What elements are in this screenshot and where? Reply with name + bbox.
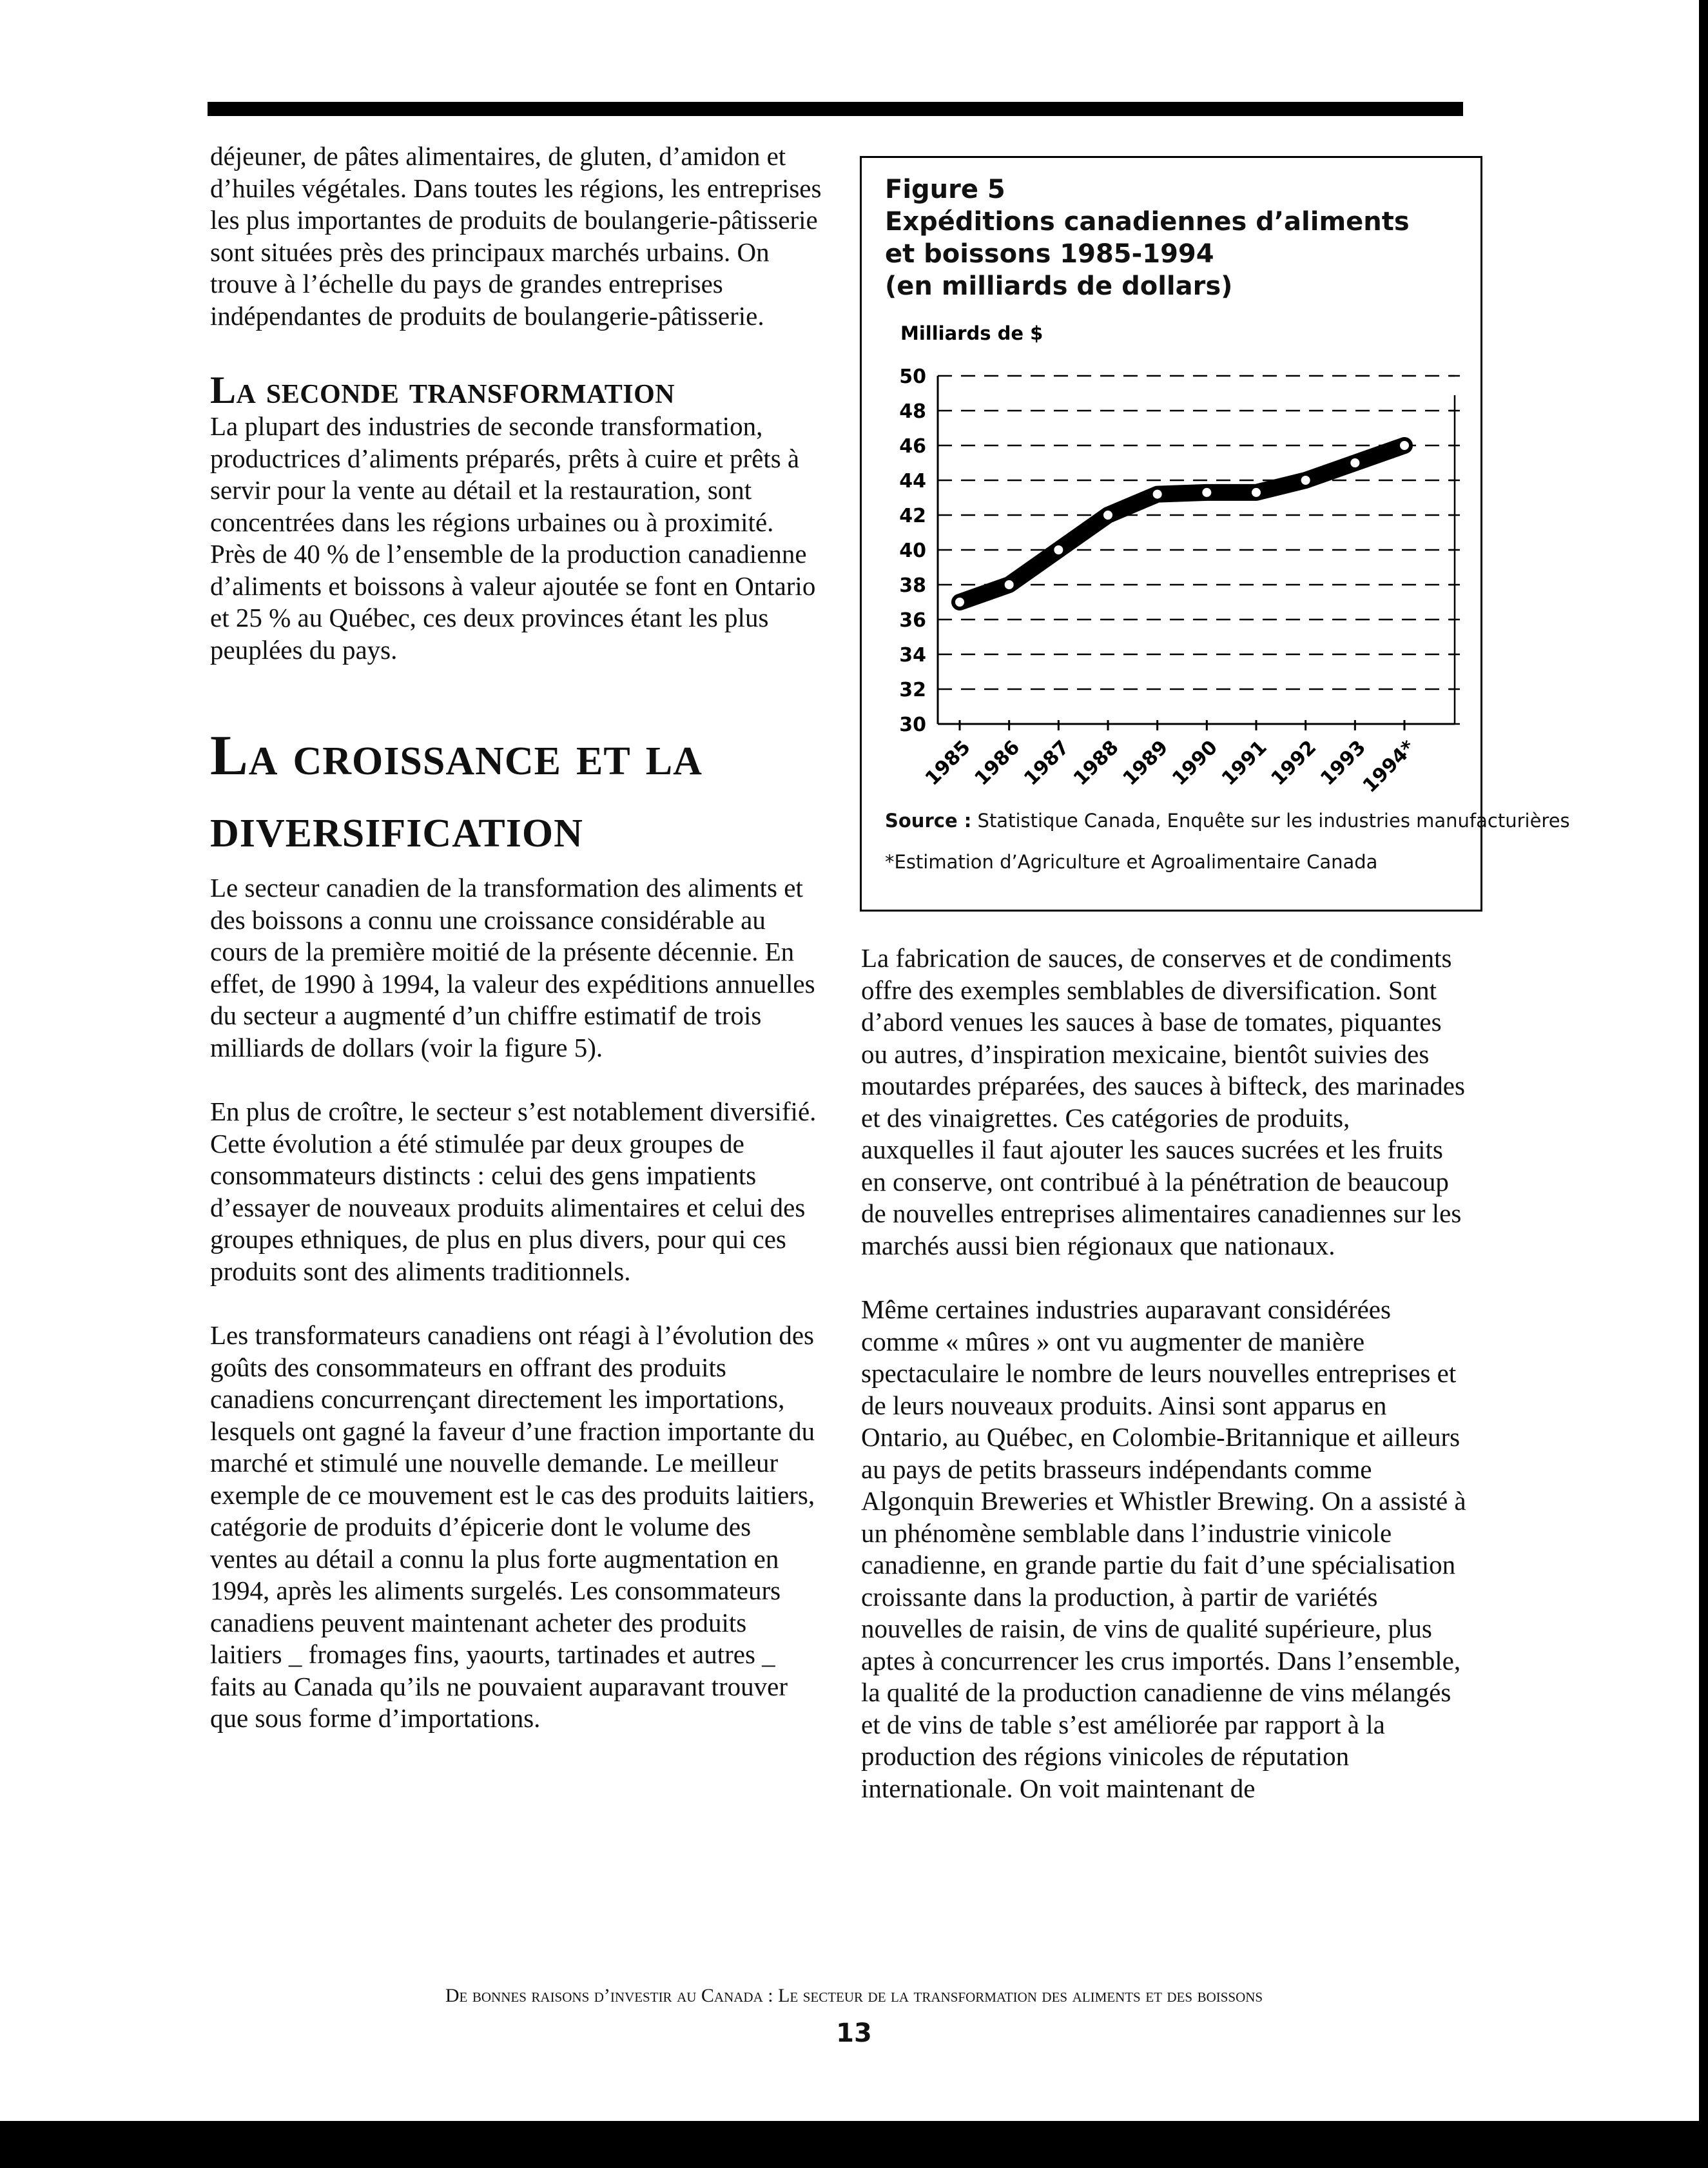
data-point bbox=[1301, 475, 1311, 485]
data-point bbox=[1152, 489, 1163, 500]
y-tick-label: 32 bbox=[899, 679, 926, 701]
page-border-bottom bbox=[0, 2121, 1708, 2168]
data-point bbox=[1201, 487, 1212, 498]
x-tick-label: 1985 bbox=[920, 736, 975, 790]
figure-label: Figure 5 bbox=[885, 175, 1005, 204]
subheading-seconde-transformation: La seconde transformation bbox=[210, 369, 675, 411]
y-tick-label: 30 bbox=[899, 714, 926, 736]
y-tick-label: 44 bbox=[899, 470, 926, 493]
data-point bbox=[1053, 545, 1063, 555]
source-text: Statistique Canada, Enquête sur les industries manufacturières bbox=[977, 810, 1570, 832]
y-tick-label: 38 bbox=[899, 574, 926, 597]
x-tick-label: 1991 bbox=[1217, 736, 1272, 790]
y-tick-label: 42 bbox=[899, 505, 926, 527]
figure-title bbox=[885, 173, 1465, 302]
y-tick-label: 40 bbox=[899, 540, 926, 562]
source-label: Source : bbox=[885, 810, 972, 832]
data-point bbox=[1350, 458, 1360, 468]
paragraph-growth-1: Le secteur canadien de la transformation des aliments et des boissons a connu une croissance considérable au cours de la première moitié de la présente décennie. En effet, de 1990 à 1994, la valeur des expéditions annuelles du secteur a augmenté d’un chiffre estimatif de trois milliards de dollars (voir la figure 5). bbox=[210, 873, 815, 1062]
data-point bbox=[1251, 487, 1261, 498]
data-point bbox=[955, 597, 965, 607]
data-point bbox=[1103, 510, 1113, 520]
right-column bbox=[861, 942, 1467, 1804]
x-tick-label: 1987 bbox=[1020, 736, 1074, 790]
paragraph-sauces: La fabrication de sauces, de conserves et de condiments offre des exemples semblables de diversification. Sont d’abord venues les sauces à base de tomates, piquantes ou autres, d’inspiration mexicaine, bientôt suivies des moutardes préparées, des sauces à bifteck, des marinades et des vinaigrettes. Ces catégories de produits, auxquelles il faut ajouter les sauces sucrées et les fruits en conserve, ont contribué à la pénétration de beaucoup de nouvelles entreprises alimentaires canadiennes sur les marchés aussi bien régionaux que nationaux. bbox=[861, 943, 1465, 1260]
running-footer-title: De bonnes raisons d’investir au Canada : Le secteur de la transformation des aliments et des boissons bbox=[445, 1985, 1263, 2006]
page-border-right bbox=[1699, 0, 1708, 2168]
line-chart bbox=[862, 313, 1480, 803]
data-point bbox=[1004, 580, 1014, 590]
figure-title-line-3: (en milliards de dollars) bbox=[885, 271, 1233, 301]
x-tick-label: 1993 bbox=[1316, 736, 1370, 790]
paragraph-growth-2: En plus de croître, le secteur s’est notablement diversifié. Cette évolution a été stimulée par deux groupes de consommateurs distincts : celui des gens impatients d’essayer de nouveaux produits alimentaires et celui des groupes ethniques, de plus en plus divers, pour qui ces produits sont des aliments traditionnels. bbox=[210, 1097, 817, 1286]
y-tick-label: 36 bbox=[899, 609, 926, 632]
left-column bbox=[210, 141, 822, 1735]
page-number: 13 bbox=[836, 2018, 872, 2048]
figure-note: *Estimation d’Agriculture et Agroalimentaire Canada bbox=[885, 851, 1378, 873]
series-line bbox=[960, 445, 1404, 602]
x-tick-label: 1986 bbox=[970, 736, 1025, 790]
header-rule bbox=[208, 102, 1463, 116]
paragraph-intro: déjeuner, de pâtes alimentaires, de gluten, d’amidon et d’huiles végétales. Dans toutes les régions, les entreprises les plus importantes de produits de boulangerie-pâtisserie sont situées près des principaux marchés urbains. On trouve à l’échelle du pays de grandes entreprises indépendantes de produits de boulangerie-pâtisserie. bbox=[210, 141, 822, 331]
data-point bbox=[1399, 440, 1410, 451]
y-axis-label: Milliards de $ bbox=[900, 322, 1043, 344]
figure-title-line-2: et boissons 1985-1994 bbox=[885, 239, 1214, 269]
x-tick-label: 1988 bbox=[1069, 736, 1123, 790]
y-tick-label: 34 bbox=[899, 644, 926, 667]
paragraph-second-transformation: La plupart des industries de seconde transformation, productrices d’aliments préparés, prêts à cuire et prêts à servir pour la vente au détail et la restauration, sont concentrées dans les régions urbaines ou à proximité. Près de 40 % de l’ensemble de la production canadienne d’aliments et boissons à valeur ajoutée se font en Ontario et 25 % au Québec, ces deux provinces étant les plus peuplées du pays. bbox=[210, 411, 816, 665]
x-tick-label: 1989 bbox=[1118, 736, 1173, 790]
y-tick-label: 46 bbox=[899, 435, 926, 458]
x-tick-label: 1992 bbox=[1266, 736, 1321, 790]
figure-box bbox=[860, 156, 1570, 912]
figure-title-line-1: Expéditions canadiennes d’aliments bbox=[885, 207, 1410, 237]
section-title: La croissance et la diversification bbox=[210, 725, 703, 859]
y-tick-label: 48 bbox=[899, 400, 926, 423]
x-tick-label: 1990 bbox=[1168, 736, 1222, 790]
figure-source bbox=[885, 808, 1570, 834]
x-tick-label: 1994* bbox=[1358, 736, 1420, 797]
paragraph-mature-industries: Même certaines industries auparavant considérées comme « mûres » ont vu augmenter de manière spectaculaire le nombre de leurs nouvelles entreprises et de leurs nouveaux produits. Ainsi sont apparus en Ontario, au Québec, en Colombie-Britannique et ailleurs au pays de petits brasseurs indépendants comme Algonquin Breweries et Whistler Brewing. On a assisté à un phénomène semblable dans l’industrie vinicole canadienne, en grande partie du fait d’une spécialisation croissante dans la production, à partir de variétés nouvelles de raisin, de vins de qualité supérieure, plus aptes à concurrencer les crus importés. Dans l’ensemble, la qualité de la production canadienne de vins mélangés et de vins de table s’est améliorée par rapport à la production des régions vinicoles de réputation internationale. On voit maintenant de bbox=[861, 1294, 1466, 1803]
paragraph-growth-3: Les transformateurs canadiens ont réagi à l’évolution des goûts des consommateurs en offrant des produits canadiens concurrençant directement les importations, lesquels ont gagné la faveur d’une fraction importante du marché et stimulé une nouvelle demande. Le meilleur exemple de ce mouvement est le cas des produits laitiers, catégorie de produits d’épicerie dont le volume des ventes au détail a connu la plus forte augmentation en 1994, après les aliments surgelés. Les consommateurs canadiens peuvent maintenant acheter des produits laitiers _ fromages fins, yaourts, tartinades et autres _ faits au Canada qu’ils ne pouvaient auparavant trouver que sous forme d’importations. bbox=[210, 1320, 815, 1733]
y-tick-label: 50 bbox=[899, 366, 926, 388]
